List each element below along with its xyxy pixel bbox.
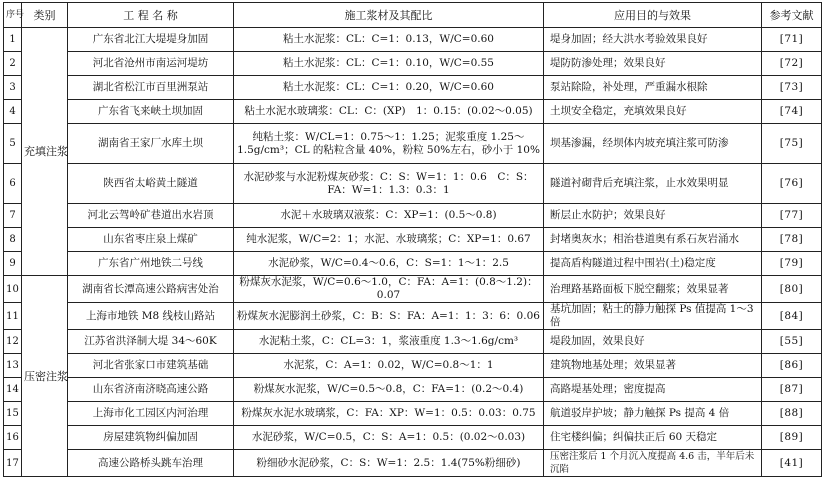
reference-cell: [76] xyxy=(762,164,822,204)
reference-cell: [74] xyxy=(762,100,822,124)
effect-cell: 住宅楼纠偏；纠偏扶正后 60 天稳定 xyxy=(544,426,762,450)
table-row xyxy=(4,52,822,76)
project-cell: 江苏省洪泽制大堤 34～60K xyxy=(68,330,234,354)
header-reference: 参考文献 xyxy=(762,3,822,28)
effect-cell: 坝基渗漏，经坝体内坡充填注浆可防渗 xyxy=(544,124,762,164)
material-cell: 粉煤灰水泥浆，W/C=0.6～1.0，C：FA：A=1：(0.8～1.2)：0.07 xyxy=(234,276,544,303)
material-cell: 粉煤灰水泥浆，W/C=0.5～0.8，C：FA=1：(0.2～0.4) xyxy=(234,378,544,402)
row-index: 4 xyxy=(4,100,22,124)
reference-cell: [71] xyxy=(762,28,822,52)
material-cell: 纯水泥浆，W/C=2：1；水泥、水玻璃浆；C：XP=1：0.67 xyxy=(234,228,544,252)
effect-cell: 泵站除险，补处理，严重漏水根除 xyxy=(544,76,762,100)
header-project: 工 程 名 称 xyxy=(68,3,234,28)
table-row xyxy=(4,100,822,124)
table-row xyxy=(4,303,822,330)
material-cell: 纯粘土浆：W/CL=1：0.75～1：1.25；泥浆重度 1.25～1.5g/cm³；CL 的粘粒含量 40%，粉粒 50%左右，砂小于 10% xyxy=(234,124,544,164)
project-cell: 广东省广州地铁二号线 xyxy=(68,252,234,276)
effect-cell: 压密注浆后 1 个月沉入度提高 4.6 击，半年后未沉陷 xyxy=(544,450,762,477)
project-cell: 广东省北江大堤堤身加固 xyxy=(68,28,234,52)
reference-cell: [87] xyxy=(762,378,822,402)
reference-cell: [41] xyxy=(762,450,822,477)
table-row xyxy=(4,402,822,426)
effect-cell: 基坑加固；粘土的静力触探 Ps 值提高 1～3 倍 xyxy=(544,303,762,330)
header-row xyxy=(4,3,822,28)
project-cell: 陕西省太峪黄土隧道 xyxy=(68,164,234,204)
project-cell: 河北省沧州市南运河堤坊 xyxy=(68,52,234,76)
table-row xyxy=(4,450,822,477)
row-index: 17 xyxy=(4,450,22,477)
row-index: 11 xyxy=(4,303,22,330)
effect-cell: 封堵奥灰水；相治巷道奥有系石灰岩涌水 xyxy=(544,228,762,252)
material-cell: 水泥＋水玻璃双液浆：C：XP=1：(0.5～0.8) xyxy=(234,204,544,228)
project-cell: 广东省飞来峡土坝加固 xyxy=(68,100,234,124)
header-category: 类别 xyxy=(22,3,68,28)
table-row xyxy=(4,228,822,252)
header-index: 序号 xyxy=(4,3,22,28)
effect-cell: 建筑物地基处理；效果显著 xyxy=(544,354,762,378)
project-cell: 上海市化工园区内河治理 xyxy=(68,402,234,426)
material-cell: 水泥砂浆，W/C=0.5，C：S：A=1：0.5：(0.02～0.03) xyxy=(234,426,544,450)
row-index: 1 xyxy=(4,28,22,52)
row-index: 14 xyxy=(4,378,22,402)
material-cell: 粘土水泥浆：CL：C=1：0.10，W/C=0.55 xyxy=(234,52,544,76)
material-cell: 粉煤灰水泥膨润土砂浆，C：B：S：FA：A=1：1：3：6：0.06 xyxy=(234,303,544,330)
material-cell: 水泥粘土浆，C：CL=3：1，浆液重度 1.3～1.6g/cm³ xyxy=(234,330,544,354)
table-row xyxy=(4,28,822,52)
material-cell: 水泥砂浆与水泥粉煤灰砂浆：C：S：W=1：1：0.6 C：S：FA：W=1：1.3：0.3：1 xyxy=(234,164,544,204)
project-cell: 山东省枣庄泉上煤矿 xyxy=(68,228,234,252)
row-index: 16 xyxy=(4,426,22,450)
reference-cell: [73] xyxy=(762,76,822,100)
table-row xyxy=(4,378,822,402)
row-index: 10 xyxy=(4,276,22,303)
grouting-table xyxy=(3,2,822,477)
material-cell: 粉煤灰水泥水玻璃浆，C：FA：XP：W=1：0.5：0.03：0.75 xyxy=(234,402,544,426)
row-index: 7 xyxy=(4,204,22,228)
effect-cell: 治理路基路面板下脱空翻浆；效果显著 xyxy=(544,276,762,303)
category-cell: 充填注浆 xyxy=(22,28,68,276)
material-cell: 水泥砂浆，W/C=0.4～0.6，C：S=1：1～1：2.5 xyxy=(234,252,544,276)
table-row xyxy=(4,164,822,204)
row-index: 13 xyxy=(4,354,22,378)
reference-cell: [75] xyxy=(762,124,822,164)
project-cell: 河北云驾岭矿巷道出水岩顶 xyxy=(68,204,234,228)
reference-cell: [84] xyxy=(762,303,822,330)
table-row xyxy=(4,426,822,450)
project-cell: 湖南省长潭高速公路病害处治 xyxy=(68,276,234,303)
material-cell: 粘土水泥浆：CL：C=1：0.20，W/C=0.60 xyxy=(234,76,544,100)
row-index: 2 xyxy=(4,52,22,76)
material-cell: 粉细砂水泥砂浆，C：S：W=1：2.5：1.4(75%粉细砂) xyxy=(234,450,544,477)
project-cell: 湖北省松江市百里洲泵站 xyxy=(68,76,234,100)
row-index: 9 xyxy=(4,252,22,276)
table-row xyxy=(4,354,822,378)
project-cell: 山东省济南济晓高速公路 xyxy=(68,378,234,402)
reference-cell: [88] xyxy=(762,402,822,426)
row-index: 6 xyxy=(4,164,22,204)
reference-cell: [86] xyxy=(762,354,822,378)
table-row xyxy=(4,76,822,100)
reference-cell: [79] xyxy=(762,252,822,276)
row-index: 5 xyxy=(4,124,22,164)
reference-cell: [80] xyxy=(762,276,822,303)
project-cell: 上海市地铁 M8 线枝山路站 xyxy=(68,303,234,330)
effect-cell: 提高盾构隧道过程中围岩(土)稳定度 xyxy=(544,252,762,276)
effect-cell: 堤防防渗处理；效果良好 xyxy=(544,52,762,76)
row-index: 8 xyxy=(4,228,22,252)
project-cell: 河北省张家口市建筑基础 xyxy=(68,354,234,378)
reference-cell: [89] xyxy=(762,426,822,450)
effect-cell: 堤段加固，效果良好 xyxy=(544,330,762,354)
project-cell: 高速公路桥头跳车治理 xyxy=(68,450,234,477)
material-cell: 粘土水泥浆：CL：C=1：0.13，W/C=0.60 xyxy=(234,28,544,52)
effect-cell: 高路堤基处理；密度提高 xyxy=(544,378,762,402)
table-row xyxy=(4,204,822,228)
table-row xyxy=(4,330,822,354)
project-cell: 湖南省王家厂水库土坝 xyxy=(68,124,234,164)
reference-cell: [72] xyxy=(762,52,822,76)
material-cell: 粘土水泥水玻璃浆：CL：C：(XP) 1：0.15：(0.02～0.05) xyxy=(234,100,544,124)
effect-cell: 土坝安全稳定，充填效果良好 xyxy=(544,100,762,124)
row-index: 12 xyxy=(4,330,22,354)
reference-cell: [55] xyxy=(762,330,822,354)
effect-cell: 断层止水防护；效果良好 xyxy=(544,204,762,228)
header-material: 施工浆材及其配比 xyxy=(234,3,544,28)
project-cell: 房屋建筑物纠偏加固 xyxy=(68,426,234,450)
header-effect: 应用目的与效果 xyxy=(544,3,762,28)
table-row xyxy=(4,252,822,276)
effect-cell: 航道驳岸护坡；静力触探 Ps 提高 4 倍 xyxy=(544,402,762,426)
table-row xyxy=(4,124,822,164)
material-cell: 水泥浆，C：A=1：0.02，W/C=0.8～1：1 xyxy=(234,354,544,378)
effect-cell: 隧道衬砌背后充填注浆，止水效果明显 xyxy=(544,164,762,204)
reference-cell: [77] xyxy=(762,204,822,228)
effect-cell: 堤身加固；经大洪水考验效果良好 xyxy=(544,28,762,52)
reference-cell: [78] xyxy=(762,228,822,252)
row-index: 3 xyxy=(4,76,22,100)
row-index: 15 xyxy=(4,402,22,426)
table-row xyxy=(4,276,822,303)
category-cell: 压密注浆 xyxy=(22,276,68,477)
